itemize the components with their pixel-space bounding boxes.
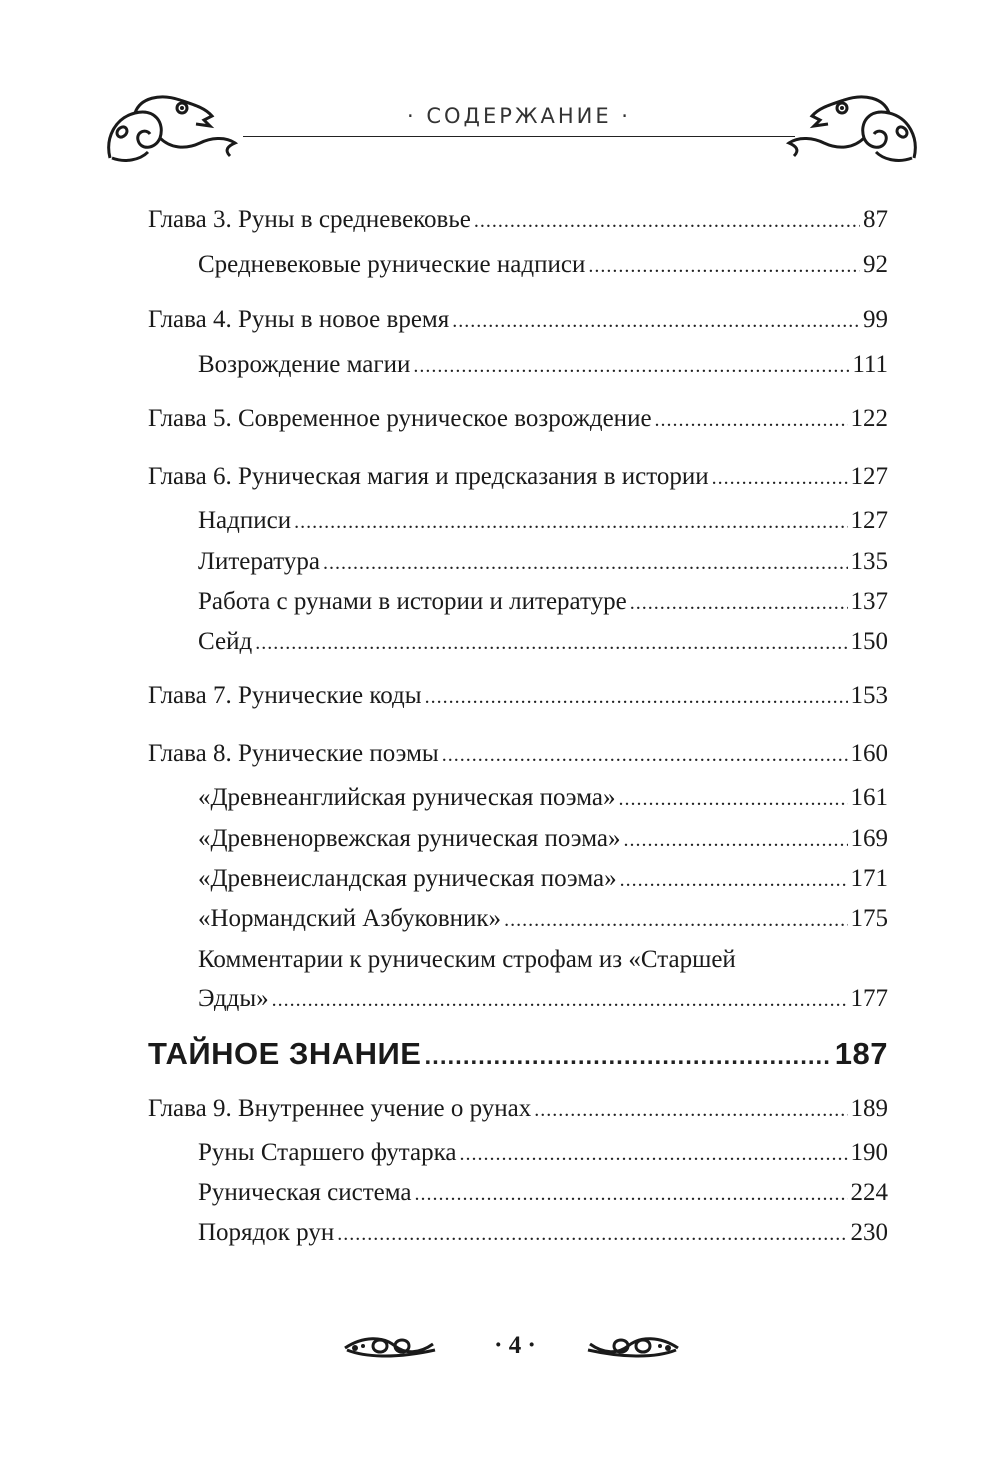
toc-entry-section[interactable] [198, 627, 888, 658]
dot-leader [474, 206, 860, 236]
page-header [0, 0, 1000, 190]
toc-entry-title: Глава 5. Современное руническое возрождение [148, 405, 652, 432]
toc-entry-section[interactable] [198, 824, 888, 855]
toc-entry-title: Литература [198, 548, 320, 575]
dot-leader [425, 682, 848, 712]
toc-entry-title: Глава 3. Руны в средневековье [148, 206, 471, 233]
toc-entry-title: Глава 9. Внутреннее учение о рунах [148, 1095, 532, 1122]
scroll-flourish-icon [343, 1328, 439, 1364]
toc-entry-section[interactable] [198, 250, 888, 281]
dot-leader [620, 865, 848, 895]
toc-entry-page: 160 [850, 740, 888, 767]
dot-leader [272, 985, 848, 1015]
toc-entry-title: «Древнеисландская руническая поэма» [198, 865, 617, 892]
dot-leader [630, 588, 848, 618]
toc-entry-title: Глава 6. Руническая магия и предсказания в истории [148, 463, 709, 490]
toc-entry-page: 135 [850, 548, 888, 575]
toc-entry-page: 122 [850, 405, 888, 432]
header-rule [243, 136, 795, 137]
scroll-flourish-icon [584, 1328, 680, 1364]
toc-entry-page: 127 [850, 507, 888, 534]
dot-leader [452, 306, 860, 336]
page-title: · СОДЕРЖАНИЕ · [407, 104, 631, 128]
page-footer [0, 1320, 1000, 1380]
toc-entry-page: 161 [850, 784, 888, 811]
toc-entry-section[interactable] [198, 1138, 888, 1169]
dot-leader [413, 351, 849, 381]
toc-entry-page: 92 [863, 251, 888, 278]
toc-entry-page: 87 [863, 206, 888, 233]
toc-entry-page: 150 [850, 628, 888, 655]
dot-leader [623, 825, 847, 855]
dot-leader [588, 251, 860, 281]
toc-entry-section[interactable] [198, 904, 888, 935]
dot-leader [424, 1039, 831, 1075]
toc-entry-section[interactable] [198, 783, 888, 814]
dot-leader [712, 463, 848, 493]
toc-entry-page: 230 [850, 1219, 888, 1246]
toc-entry-page: 127 [850, 463, 888, 490]
dot-leader [504, 905, 847, 935]
toc-entry-page: 224 [850, 1179, 888, 1206]
dot-leader [442, 740, 848, 770]
toc-entry-part[interactable] [148, 1036, 888, 1075]
toc-entry-section[interactable] [198, 506, 888, 537]
toc-entry-page: 137 [850, 588, 888, 615]
toc-entry-page: 187 [834, 1036, 888, 1071]
toc-entry-page: 189 [850, 1095, 888, 1122]
toc-entry-title: Средневековые рунические надписи [198, 251, 586, 278]
toc-entry-page: 99 [863, 306, 888, 333]
toc-entry-page: 111 [852, 351, 888, 378]
toc-entry-chapter-6[interactable] [148, 462, 888, 493]
dot-leader [655, 405, 848, 435]
toc-entry-title-line: Комментарии к руническим строфам из «Старшей [198, 946, 736, 973]
dot-leader [294, 507, 847, 537]
page-number: · 4 · [494, 1332, 536, 1359]
toc-entry-title: «Древнеанглийская руническая поэма» [198, 784, 616, 811]
toc-entry-title: Порядок рун [198, 1219, 335, 1246]
toc-entry-page: 169 [850, 825, 888, 852]
toc-entry-chapter-4[interactable] [148, 305, 888, 336]
toc-entry-title: Руны Старшего футарка [198, 1139, 457, 1166]
toc-entry-chapter-3[interactable] [148, 205, 888, 236]
toc-entry-chapter-9[interactable] [148, 1094, 888, 1125]
toc-entry-title: Надписи [198, 507, 292, 534]
toc-entry-page: 175 [850, 905, 888, 932]
toc-entry-page: 177 [850, 985, 888, 1012]
toc-entry-title: «Древненорвежская руническая поэма» [198, 825, 621, 852]
toc-entry-section[interactable] [198, 864, 888, 895]
celtic-beast-icon [100, 88, 240, 168]
celtic-beast-icon [784, 88, 924, 168]
toc-entry-title: Эдды» [198, 985, 269, 1012]
toc-entry-section[interactable] [198, 1218, 888, 1249]
dot-leader [534, 1095, 847, 1125]
dot-leader [460, 1139, 848, 1169]
toc-entry-section[interactable] [198, 587, 888, 618]
toc-entry-section[interactable] [198, 984, 888, 1015]
toc-entry-section[interactable] [198, 1178, 888, 1209]
toc-entry-page: 190 [850, 1139, 888, 1166]
dot-leader [323, 548, 848, 578]
dot-leader [415, 1179, 848, 1209]
toc-entry-chapter-7[interactable] [148, 681, 888, 712]
toc-entry-section[interactable] [198, 547, 888, 578]
dot-leader [255, 628, 847, 658]
toc-entry-title: Возрождение магии [198, 351, 411, 378]
dot-leader [337, 1219, 847, 1249]
toc-entry-page: 171 [850, 865, 888, 892]
toc-entry-chapter-5[interactable] [148, 404, 888, 435]
toc-entry-title: ТАЙНОЕ ЗНАНИЕ [148, 1036, 422, 1071]
toc-entry-title: Глава 7. Рунические коды [148, 682, 422, 709]
toc-entry-title: Глава 4. Руны в новое время [148, 306, 450, 333]
toc-entry-page: 153 [850, 682, 888, 709]
toc-entry-title: Работа с рунами в истории и литературе [198, 588, 627, 615]
toc-entry-chapter-8[interactable] [148, 739, 888, 770]
toc-entry-title: Руническая система [198, 1179, 412, 1206]
toc-entry-section[interactable] [198, 350, 888, 381]
dot-leader [619, 784, 848, 814]
toc-entry-title: Сейд [198, 628, 253, 655]
toc-entry-title: Глава 8. Рунические поэмы [148, 740, 439, 767]
toc-entry-title: «Нормандский Азбуковник» [198, 905, 502, 932]
